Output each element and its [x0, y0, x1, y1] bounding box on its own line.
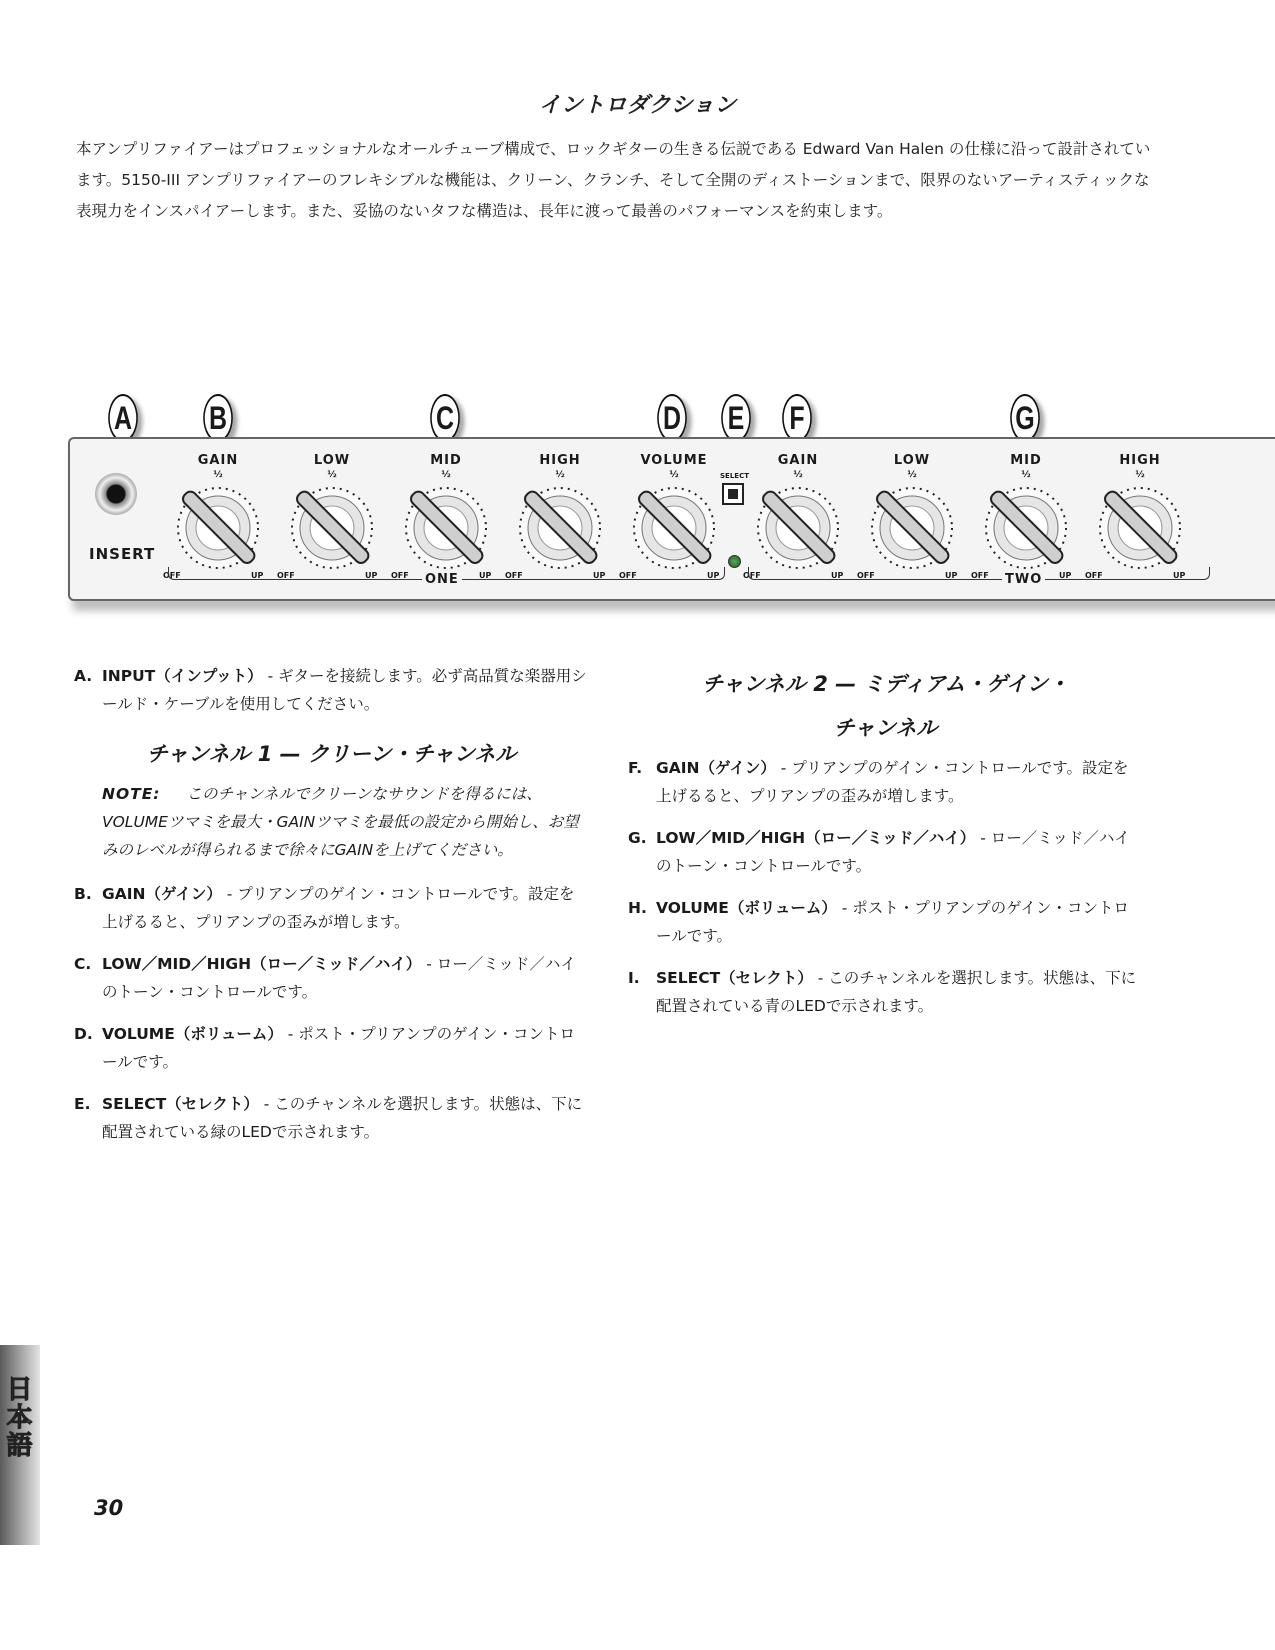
knob-label: GAIN [777, 453, 819, 468]
language-tab-label: 日本語 [2, 1375, 32, 1459]
knob-dial-icon [282, 483, 382, 573]
knob-dial-icon [168, 483, 268, 573]
knob-up-label: UP [479, 571, 492, 580]
item-text: - ロー／ミッド／ハイのトーン・コントロールです。 [656, 829, 1130, 875]
knob-off-label: OFF [391, 571, 409, 580]
knob-up-label: UP [1059, 571, 1072, 580]
item-letter: B. [74, 885, 92, 903]
callout-d: D [657, 394, 687, 442]
language-tab [0, 1345, 40, 1545]
knob-label: LOW [313, 453, 351, 468]
item-select [628, 964, 1143, 1020]
knob-dial-icon [396, 483, 496, 573]
knob-dial-icon [1090, 483, 1190, 573]
intro-line: ます。5150-III アンプリファイアーのフレキシブルな機能は、クリーン、クランチ、そして全開のディストーションまで、限界のないアーティスティックな [76, 171, 1150, 189]
knob-label: HIGH [539, 453, 581, 468]
callout-f: F [782, 394, 812, 442]
item-gain [628, 754, 1143, 810]
item-gain [74, 880, 589, 936]
intro-body [76, 134, 1201, 227]
right-column [628, 662, 1143, 1034]
item-term: VOLUME（ボリューム） [102, 1025, 283, 1043]
item-letter: F. [628, 759, 643, 777]
knob-label: MID [430, 453, 462, 468]
knob-label: MID [1010, 453, 1042, 468]
callout-g: G [1010, 394, 1040, 442]
left-column [74, 662, 589, 1160]
page-number: 30 [94, 1496, 124, 1520]
item-term: INPUT（インプット） [102, 667, 263, 685]
knob-label: VOLUME [640, 453, 708, 468]
knob-dial-icon [748, 483, 848, 573]
item-text: - ギターを接続します。必ず高品質な楽器用シールド・ケーブルを使用してください。 [102, 667, 587, 713]
item-term: GAIN（ゲイン） [102, 885, 222, 903]
knob-up-label: UP [251, 571, 264, 580]
item-text: - このチャンネルを選択します。状態は、下に配置されている青のLEDで示されます。 [656, 969, 1137, 1015]
callout-b: B [203, 394, 233, 442]
knob-up-label: UP [1173, 571, 1186, 580]
knob-half-mark: ½ [555, 470, 565, 480]
knob-half-mark: ½ [213, 470, 223, 480]
item-term: LOW／MID／HIGH（ロー／ミッド／ハイ） [656, 829, 976, 847]
item-tone [74, 950, 589, 1006]
insert-label: INSERT [89, 545, 156, 563]
knob-off-label: OFF [971, 571, 989, 580]
item-select [74, 1090, 589, 1146]
item-letter: D. [74, 1025, 93, 1043]
item-letter: H. [628, 899, 647, 917]
item-volume [628, 894, 1143, 950]
note-label: NOTE: [102, 785, 161, 803]
note [74, 780, 589, 864]
knob-off-label: OFF [1085, 571, 1103, 580]
knob-off-label: OFF [743, 571, 761, 580]
callout-e: E [721, 394, 751, 442]
intro-line: 表現力をインスパイアーします。また、妥協のないタフな構造は、長年に渡って最善のパフォーマンスを約束します。 [76, 202, 893, 220]
item-letter: C. [74, 955, 92, 973]
item-letter: I. [628, 969, 640, 987]
knob-dial-icon [510, 483, 610, 573]
green-led-icon [728, 555, 741, 568]
knob-dial-icon [624, 483, 724, 573]
item-term: GAIN（ゲイン） [656, 759, 776, 777]
item-text: - ロー／ミッド／ハイのトーン・コントロールです。 [102, 955, 576, 1001]
knob-half-mark: ½ [793, 470, 803, 480]
callout-c: C [430, 394, 460, 442]
item-term: SELECT（セレクト） [656, 969, 813, 987]
item-text: - ポスト・プリアンプのゲイン・コントロールです。 [656, 899, 1129, 945]
channel-2-heading-line: チャンネル 2 — ミディアム・ゲイン・ [702, 672, 1069, 696]
knob-off-label: OFF [163, 571, 181, 580]
amp-front-panel [68, 392, 1275, 642]
channel-two-bracket [748, 567, 1210, 580]
select-label: SELECT [720, 472, 749, 480]
item-letter: E. [74, 1095, 91, 1113]
input-jack[interactable] [95, 473, 137, 515]
item-text: - ポスト・プリアンプのゲイン・コントロールです。 [102, 1025, 575, 1071]
knob-up-label: UP [365, 571, 378, 580]
knob-dial-icon [976, 483, 1076, 573]
knob-half-mark: ½ [907, 470, 917, 480]
knob-half-mark: ½ [669, 470, 679, 480]
knob-half-mark: ½ [1021, 470, 1031, 480]
item-term: LOW／MID／HIGH（ロー／ミッド／ハイ） [102, 955, 422, 973]
knob-off-label: OFF [505, 571, 523, 580]
channel-one-label: ONE [422, 572, 462, 587]
callout-a: A [108, 394, 138, 442]
knob-up-label: UP [707, 571, 720, 580]
item-text: - プリアンプのゲイン・コントロールです。設定を上げるると、プリアンプの歪みが増します。 [656, 759, 1129, 805]
knob-half-mark: ½ [441, 470, 451, 480]
intro-line: 本アンプリファイアーはプロフェッショナルなオールチューブ構成で、ロックギターの生きる伝説である Edward Van Halen の仕様に沿って設計されてい [76, 140, 1151, 158]
knob-off-label: OFF [857, 571, 875, 580]
channel-2-heading [628, 662, 1143, 750]
knob-off-label: OFF [619, 571, 637, 580]
knob-up-label: UP [593, 571, 606, 580]
item-letter: G. [628, 829, 647, 847]
item-text: - このチャンネルを選択します。状態は、下に配置されている緑のLEDで示されます。 [102, 1095, 583, 1141]
note-text: このチャンネルでクリーンなサウンドを得るには、VOLUMEツマミを最大・GAINツマミを最低の設定から開始し、お望みのレベルが得られるまで徐々にGAINを上げてください。 [102, 785, 579, 859]
knob-up-label: UP [945, 571, 958, 580]
knob-up-label: UP [831, 571, 844, 580]
knob-label: LOW [893, 453, 931, 468]
knob-half-mark: ½ [1135, 470, 1145, 480]
item-letter: A. [74, 667, 93, 685]
knob-label: HIGH [1119, 453, 1161, 468]
knob-dial-icon [862, 483, 962, 573]
item-term: SELECT（セレクト） [102, 1095, 259, 1113]
item-text: - プリアンプのゲイン・コントロールです。設定を上げるると、プリアンプの歪みが増します。 [102, 885, 575, 931]
knob-half-mark: ½ [327, 470, 337, 480]
item-term: VOLUME（ボリューム） [656, 899, 837, 917]
item-volume [74, 1020, 589, 1076]
intro-title: イントロダクション [538, 93, 737, 118]
item-tone [628, 824, 1143, 880]
channel-select-button[interactable] [722, 483, 744, 505]
knob-off-label: OFF [277, 571, 295, 580]
item-input [74, 662, 589, 718]
channel-1-heading: チャンネル 1 — クリーン・チャンネル [146, 742, 517, 766]
control-panel [68, 437, 1275, 601]
channel-2-heading-line: チャンネル [833, 716, 938, 740]
channel-two-label: TWO [1002, 572, 1045, 587]
knob-label: GAIN [197, 453, 239, 468]
